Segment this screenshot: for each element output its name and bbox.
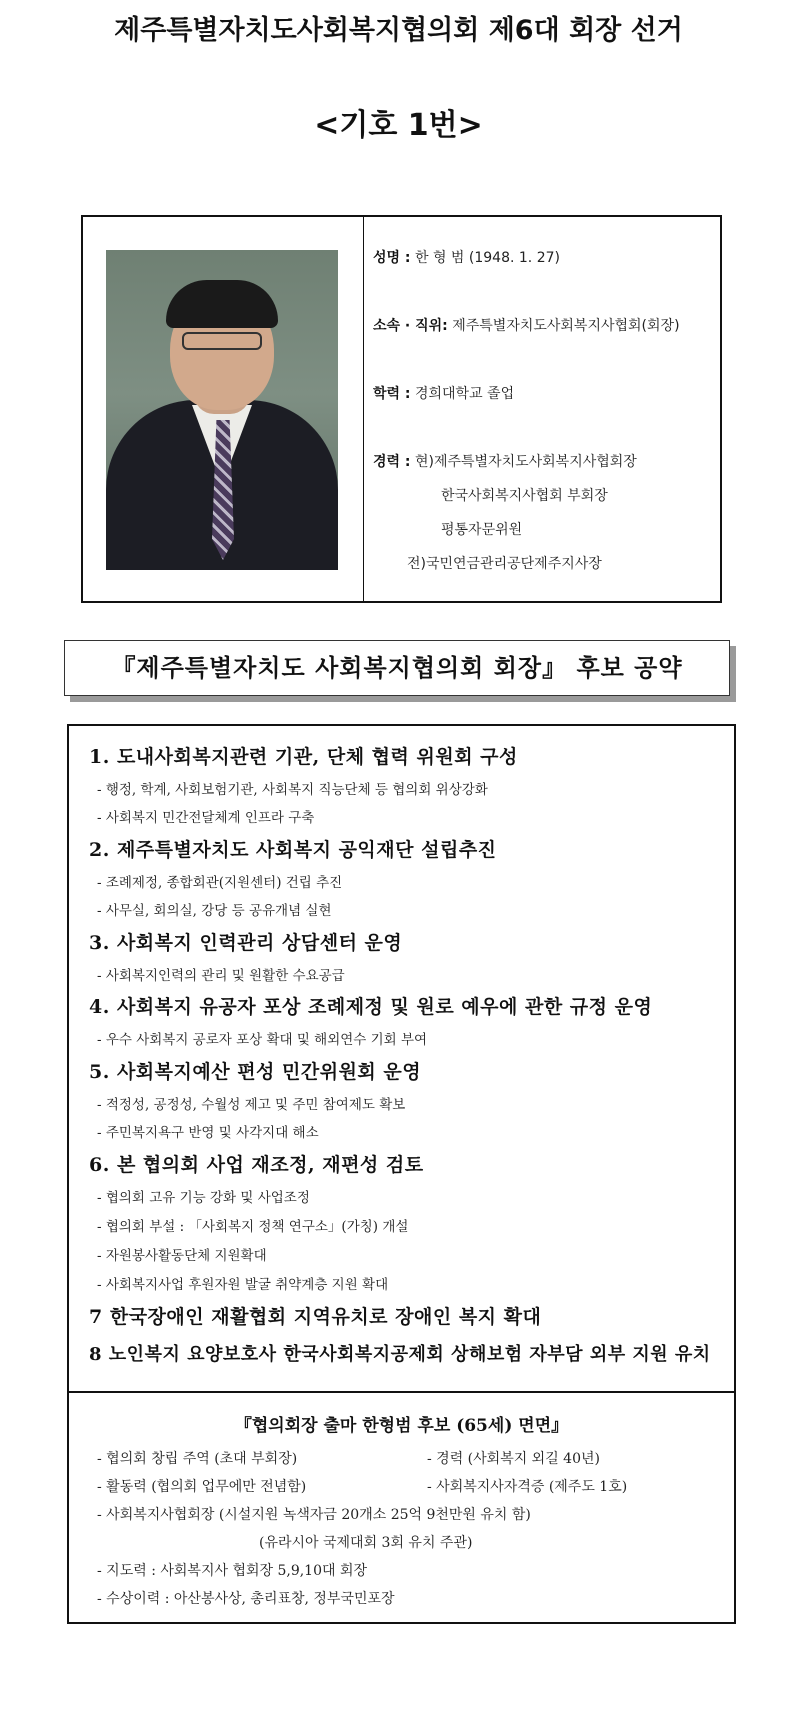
pledge-heading: 3. 사회복지 인력관리 상담센터 운영 [89,932,403,954]
pledge-item: - 사회복지 민간전달체계 인프라 구축 [97,810,315,826]
profile-divider [363,217,364,601]
name-label: 성명 : [373,250,411,266]
affiliation-label: 소속 · 직위: [373,318,448,334]
career-item: 평통자문위원 [441,522,523,538]
career-line: - 사회복지사협회장 (시설지원 녹색자금 20개소 25억 9천만원 유치 함) [97,1507,531,1523]
page-title: 제주특별자치도사회복지협의회 제6대 회장 선거 [114,15,683,46]
career-line: - 활동력 (협의회 업무에만 전념함) [97,1479,307,1495]
education-value: 경희대학교 졸업 [414,386,515,402]
career-line: (유라시아 국제대회 3회 유치 주관) [259,1535,473,1551]
pledge-heading: 5. 사회복지예산 편성 민간위원회 운영 [89,1061,422,1083]
career-item: 현)제주특별자치도사회복지사협회장 [414,454,637,470]
section-divider [69,1391,734,1393]
profile-affiliation [373,315,680,335]
pledge-item: - 협의회 고유 기능 강화 및 사업조정 [97,1190,310,1206]
career-line: - 경력 (사회복지 외길 40년) [427,1451,600,1467]
pledge-heading: 1. 도내사회복지관련 기관, 단체 협력 위원회 구성 [89,746,518,768]
career-line: - 협의회 창립 주역 (초대 부회장) [97,1451,298,1467]
career-line: - 지도력 : 사회복지사 협회장 5,9,10대 회장 [97,1563,368,1579]
pledge-item: - 사회복지인력의 관리 및 원활한 수요공급 [97,968,345,984]
career-item: 전)국민연금관리공단제주지사장 [407,556,602,572]
pledge-item: - 조례제정, 종합회관(지원센터) 건립 추진 [97,875,343,891]
pledge-item: - 사무실, 회의실, 강당 등 공유개념 실현 [97,903,332,919]
profile-career [373,451,637,471]
pledge-item: - 자원봉사활동단체 지원확대 [97,1248,267,1264]
candidate-number: <기호 1번> [314,108,483,143]
pledge-item: - 사회복지사업 후원자원 발굴 취약계층 지원 확대 [97,1277,389,1293]
name-value: 한 형 범 (1948. 1. 27) [414,250,560,266]
candidate-profile-box [81,215,722,603]
profile-name [373,247,560,267]
career-section-title: 『협의회장 출마 한형범 후보 (65세) 면면』 [234,1416,569,1436]
pledge-heading: 4. 사회복지 유공자 포상 조례제정 및 원로 예우에 관한 규정 운영 [89,996,653,1018]
candidate-photo [106,250,338,570]
pledge-item: - 적정성, 공정성, 수월성 제고 및 주민 참여제도 확보 [97,1097,406,1113]
pledge-item: - 협의회 부설 : 「사회복지 정책 연구소」(가칭) 개설 [97,1219,409,1235]
pledge-item: - 우수 사회복지 공로자 포상 확대 및 해외연수 기회 부여 [97,1032,428,1048]
pledge-heading: 7 한국장애인 재활협회 지역유치로 장애인 복지 확대 [89,1306,542,1328]
pledge-heading: 6. 본 협의회 사업 재조정, 재편성 검토 [89,1154,424,1176]
education-label: 학력 : [373,386,411,402]
profile-education [373,383,514,403]
pledge-heading: 2. 제주특별자치도 사회복지 공익재단 설립추진 [89,839,497,861]
pledge-banner: 『제주특별자치도 사회복지협의회 회장』 후보 공약 [64,640,730,696]
career-label: 경력 : [373,454,411,470]
pledge-box [67,724,736,1624]
affiliation-value: 제주특별자치도사회복지사협회(회장) [452,318,680,334]
pledge-heading: 8 노인복지 요양보호사 한국사회복지공제회 상해보험 자부담 외부 지원 유치 [89,1344,711,1365]
pledge-item: - 주민복지욕구 반영 및 사각지대 해소 [97,1125,319,1141]
pledge-item: - 행정, 학계, 사회보험기관, 사회복지 직능단체 등 협의회 위상강화 [97,782,488,798]
career-item: 한국사회복지사협회 부회장 [441,488,608,504]
career-line: - 수상이력 : 아산봉사상, 총리표창, 정부국민포장 [97,1591,395,1607]
career-line: - 사회복지사자격증 (제주도 1호) [427,1479,628,1495]
